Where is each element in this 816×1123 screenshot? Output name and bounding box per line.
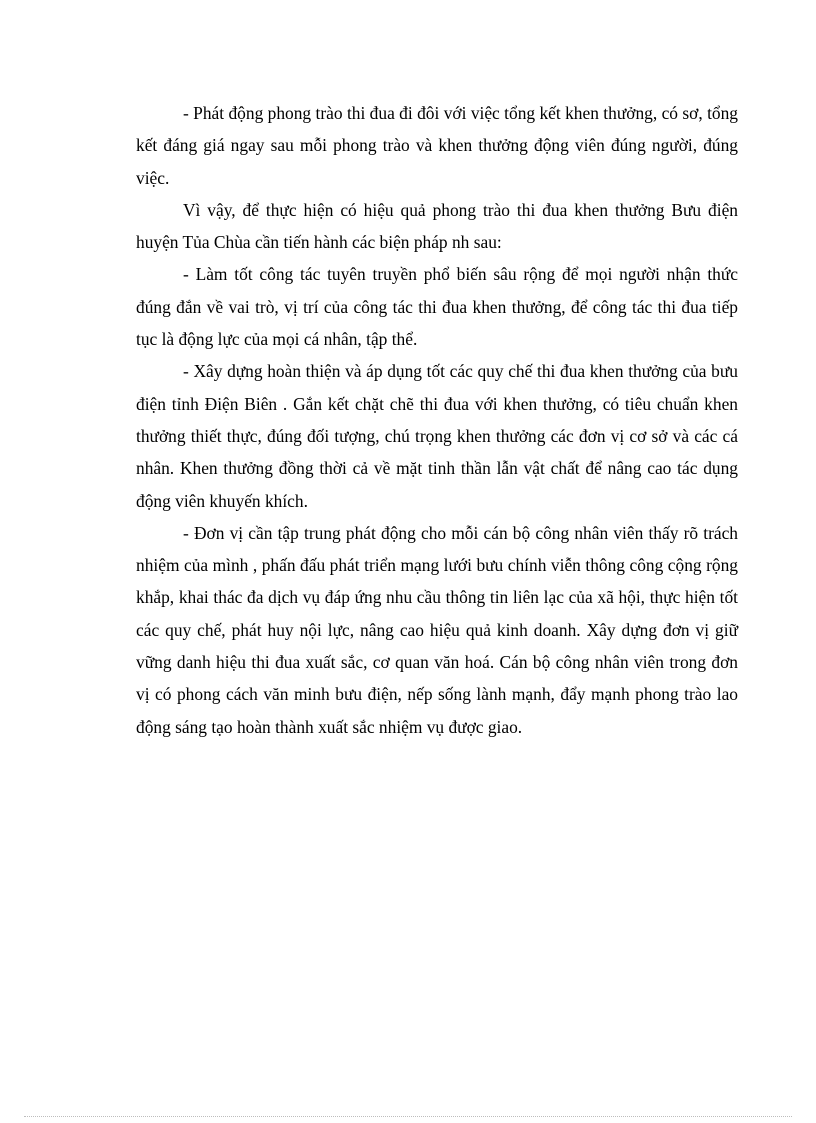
document-body bbox=[136, 97, 738, 743]
paragraph-intro-measures: Vì vậy, để thực hiện có hiệu quả phong trào thi đua khen thưởng Bưu điện huyện Tủa Chùa cần tiến hành các biện pháp nh sau: bbox=[136, 199, 738, 253]
page-bottom-divider bbox=[24, 1116, 792, 1117]
paragraph-propaganda: - Làm tốt công tác tuyên truyền phổ biến sâu rộng để mọi người nhận thức đúng đắn về vai trò, vị trí của công tác thi đua khen thưởng, để công tác thi đua tiếp tục là động lực của mọi cá nhân, tập thể. bbox=[136, 264, 738, 350]
paragraph-unit-mobilization: - Đơn vị cần tập trung phát động cho mỗi cán bộ công nhân viên thấy rõ trách nhiệm của mình , phấn đấu phát triển mạng lưới bưu chính viễn thông công cộng rộng khắp, khai thác đa dịch vụ đáp ứng nhu cầu thông tin liên lạc của xã hội, thực hiện tốt các quy chế, phát huy nội lực, nâng cao hiệu quả kinh doanh. Xây dựng đơn vị giữ vững danh hiệu thi đua xuất sắc, cơ quan văn hoá. Cán bộ công nhân viên trong đơn vị có phong cách văn minh bưu điện, nếp sống lành mạnh, đẩy mạnh phong trào lao động sáng tạo hoàn thành xuất sắc nhiệm vụ được giao. bbox=[136, 522, 738, 737]
paragraph-award-summary: - Phát động phong trào thi đua đi đôi với việc tổng kết khen thưởng, có sơ, tổng kết đáng giá ngay sau mỗi phong trào và khen thưởng động viên đúng người, đúng việc. bbox=[136, 103, 738, 188]
paragraph-regulations: - Xây dựng hoàn thiện và áp dụng tốt các quy chế thi đua khen thưởng của bưu điện tỉnh Điện Biên . Gắn kết chặt chẽ thi đua với khen thưởng, có tiêu chuẩn khen thưởng thiết thực, đúng đối tượng, chú trọng khen thưởng các đơn vị cơ sở và các cá nhân. Khen thưởng đồng thời cả về mặt tinh thần lẫn vật chất để nâng cao tác dụng động viên khuyến khích. bbox=[136, 361, 738, 511]
